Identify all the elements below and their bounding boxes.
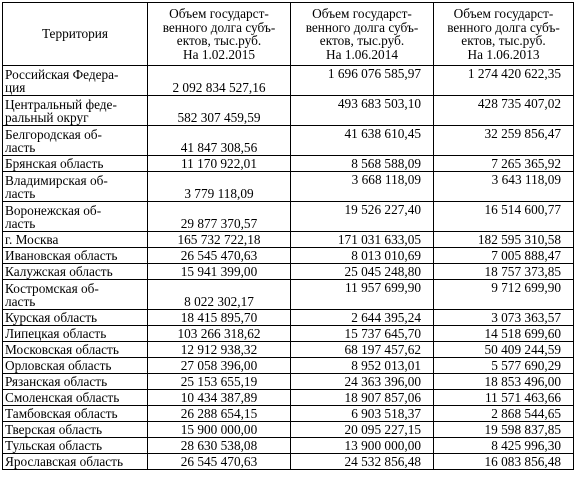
cell-debt-2014: 68 197 457,62 — [291, 342, 434, 358]
table-row — [3, 374, 574, 390]
cell-debt-2014: 19 526 227,40 — [291, 202, 434, 232]
cell-debt-2013: 19 598 837,85 — [434, 422, 574, 438]
table-row — [3, 264, 574, 280]
header-debt-2015-line: На 1.02.2015 — [182, 46, 256, 62]
territory-name-line: Тамбовская область — [5, 406, 118, 421]
cell-debt-2013: 18 853 496,00 — [434, 374, 574, 390]
cell-debt-2013: 7 265 365,92 — [434, 156, 574, 172]
cell-debt-2015: 12 912 938,32 — [148, 342, 291, 358]
header-debt-2015-line: венного долга субъ- — [162, 19, 276, 35]
territory-name-line: Российская Федера- — [5, 66, 119, 82]
header-debt-2015-line: ектов, тыс.руб. — [176, 33, 262, 48]
header-debt-2013 — [434, 3, 574, 66]
cell-debt-2013: 1 274 420 622,35 — [434, 66, 574, 96]
table-header-row — [3, 3, 574, 66]
cell-territory — [3, 342, 148, 358]
cell-territory — [3, 202, 148, 232]
cell-territory — [3, 126, 148, 156]
cell-territory — [3, 406, 148, 422]
territory-name-line: ция — [5, 79, 26, 95]
table-row — [3, 280, 574, 310]
territory-name-line: Московская область — [5, 342, 119, 357]
cell-debt-2014: 24 363 396,00 — [291, 374, 434, 390]
cell-territory — [3, 248, 148, 264]
territory-name-line: Орловская область — [5, 358, 112, 373]
cell-territory — [3, 326, 148, 342]
territory-name-line: Воронежская об- — [5, 202, 102, 218]
header-debt-2015 — [148, 3, 291, 66]
table-row — [3, 126, 574, 156]
cell-debt-2015: 10 434 387,89 — [148, 390, 291, 406]
cell-debt-2015: 27 058 396,00 — [148, 358, 291, 374]
header-territory: Территория — [3, 3, 148, 66]
territory-name-line: Смоленская область — [5, 390, 120, 405]
table-row — [3, 454, 574, 470]
regional-debt-table — [2, 2, 574, 470]
cell-debt-2013: 50 409 244,59 — [434, 342, 574, 358]
cell-debt-2013: 182 595 310,58 — [434, 232, 574, 248]
cell-territory — [3, 374, 148, 390]
table-row — [3, 326, 574, 342]
territory-name-line: ласть — [5, 215, 36, 231]
table-row — [3, 232, 574, 248]
cell-debt-2015: 582 307 459,59 — [148, 96, 291, 126]
cell-debt-2015: 25 153 655,19 — [148, 374, 291, 390]
territory-name-line: Владимирская об- — [5, 172, 108, 188]
cell-debt-2014: 8 013 010,69 — [291, 248, 434, 264]
territory-name-line: ласть — [5, 185, 36, 201]
cell-debt-2015: 29 877 370,57 — [148, 202, 291, 232]
cell-debt-2013: 3 643 118,09 — [434, 172, 574, 202]
table-row — [3, 438, 574, 454]
cell-territory — [3, 264, 148, 280]
header-debt-2013-line: венного долга субъ- — [447, 19, 560, 35]
cell-debt-2013: 2 868 544,65 — [434, 406, 574, 422]
table-row — [3, 390, 574, 406]
cell-debt-2014: 8 952 013,01 — [291, 358, 434, 374]
cell-debt-2015: 11 170 922,01 — [148, 156, 291, 172]
territory-name-line: Тульская область — [5, 438, 103, 453]
territory-name-line: Липецкая область — [5, 326, 107, 341]
cell-debt-2014: 18 907 857,06 — [291, 390, 434, 406]
table-row — [3, 248, 574, 264]
cell-territory — [3, 280, 148, 310]
territory-name-line: Тверская область — [5, 422, 103, 437]
header-debt-2014-line: На 1.06.2014 — [325, 46, 399, 62]
cell-debt-2013: 428 735 407,02 — [434, 96, 574, 126]
cell-debt-2015: 15 900 000,00 — [148, 422, 291, 438]
table-row — [3, 66, 574, 96]
cell-debt-2013: 16 514 600,77 — [434, 202, 574, 232]
cell-debt-2014: 493 683 503,10 — [291, 96, 434, 126]
cell-debt-2014: 24 532 856,48 — [291, 454, 434, 470]
cell-debt-2014: 171 031 633,05 — [291, 232, 434, 248]
territory-name-line: г. Москва — [5, 232, 59, 247]
table-body — [3, 66, 574, 470]
cell-debt-2015: 15 941 399,00 — [148, 264, 291, 280]
table-row — [3, 422, 574, 438]
cell-debt-2015: 26 545 470,63 — [148, 248, 291, 264]
table-row — [3, 342, 574, 358]
cell-territory — [3, 172, 148, 202]
territory-name-line: Ярославская область — [5, 454, 124, 469]
cell-debt-2013: 5 577 690,29 — [434, 358, 574, 374]
cell-debt-2013: 7 005 888,47 — [434, 248, 574, 264]
header-debt-2014-line: Объем государст- — [312, 6, 412, 21]
cell-debt-2015: 26 288 654,15 — [148, 406, 291, 422]
table-row — [3, 96, 574, 126]
cell-debt-2013: 3 073 363,57 — [434, 310, 574, 326]
table-row — [3, 172, 574, 202]
header-debt-2014 — [291, 3, 434, 66]
header-debt-2013-line: На 1.06.2013 — [467, 46, 540, 62]
cell-debt-2015: 103 266 318,62 — [148, 326, 291, 342]
header-debt-2014-line: ектов, тыс.руб. — [319, 33, 405, 48]
territory-name-line: ласть — [5, 139, 36, 155]
cell-debt-2013: 9 712 699,90 — [434, 280, 574, 310]
table-row — [3, 358, 574, 374]
cell-debt-2013: 16 083 856,48 — [434, 454, 574, 470]
cell-debt-2015: 165 732 722,18 — [148, 232, 291, 248]
debt-table-container — [2, 2, 573, 470]
cell-territory — [3, 358, 148, 374]
cell-debt-2013: 11 571 463,66 — [434, 390, 574, 406]
cell-debt-2013: 8 425 996,30 — [434, 438, 574, 454]
territory-name-line: Центральный феде- — [5, 96, 117, 112]
cell-territory — [3, 96, 148, 126]
territory-name-line: Ивановская область — [5, 248, 118, 263]
header-debt-2014-line: венного долга субъ- — [305, 19, 419, 35]
cell-territory — [3, 310, 148, 326]
cell-debt-2014: 15 737 645,70 — [291, 326, 434, 342]
header-debt-2013-line: Объем государст- — [453, 6, 554, 21]
cell-debt-2014: 8 568 588,09 — [291, 156, 434, 172]
cell-territory — [3, 454, 148, 470]
header-debt-2015-line: Объем государст- — [169, 6, 269, 21]
territory-name-line: Брянская область — [5, 156, 104, 171]
territory-name-line: Курская область — [5, 310, 98, 325]
cell-debt-2013: 18 757 373,85 — [434, 264, 574, 280]
cell-debt-2014: 3 668 118,09 — [291, 172, 434, 202]
territory-name-line: Калужская область — [5, 264, 113, 279]
cell-debt-2015: 2 092 834 527,16 — [148, 66, 291, 96]
cell-debt-2013: 32 259 856,47 — [434, 126, 574, 156]
cell-debt-2014: 25 045 248,80 — [291, 264, 434, 280]
cell-territory — [3, 156, 148, 172]
cell-territory — [3, 422, 148, 438]
table-row — [3, 202, 574, 232]
table-row — [3, 156, 574, 172]
cell-territory — [3, 66, 148, 96]
cell-debt-2014: 1 696 076 585,97 — [291, 66, 434, 96]
cell-debt-2014: 41 638 610,45 — [291, 126, 434, 156]
cell-territory — [3, 390, 148, 406]
cell-debt-2014: 6 903 518,37 — [291, 406, 434, 422]
cell-debt-2014: 13 900 000,00 — [291, 438, 434, 454]
cell-debt-2014: 20 095 227,15 — [291, 422, 434, 438]
cell-debt-2015: 8 022 302,17 — [148, 280, 291, 310]
cell-debt-2015: 28 630 538,08 — [148, 438, 291, 454]
cell-debt-2013: 14 518 699,60 — [434, 326, 574, 342]
table-row — [3, 406, 574, 422]
territory-name-line: Костромская об- — [5, 280, 99, 296]
cell-debt-2014: 11 957 699,90 — [291, 280, 434, 310]
table-row — [3, 310, 574, 326]
cell-debt-2015: 3 779 118,09 — [148, 172, 291, 202]
header-debt-2013-line: ектов, тыс.руб. — [461, 33, 546, 48]
cell-debt-2014: 2 644 395,24 — [291, 310, 434, 326]
territory-name-line: Рязанская область — [5, 374, 108, 389]
cell-debt-2015: 26 545 470,63 — [148, 454, 291, 470]
territory-name-line: Белгородская об- — [5, 126, 102, 142]
territory-name-line: ральный округ — [5, 109, 89, 125]
cell-debt-2015: 41 847 308,56 — [148, 126, 291, 156]
cell-territory — [3, 232, 148, 248]
territory-name-line: ласть — [5, 293, 36, 309]
cell-debt-2015: 18 415 895,70 — [148, 310, 291, 326]
cell-territory — [3, 438, 148, 454]
